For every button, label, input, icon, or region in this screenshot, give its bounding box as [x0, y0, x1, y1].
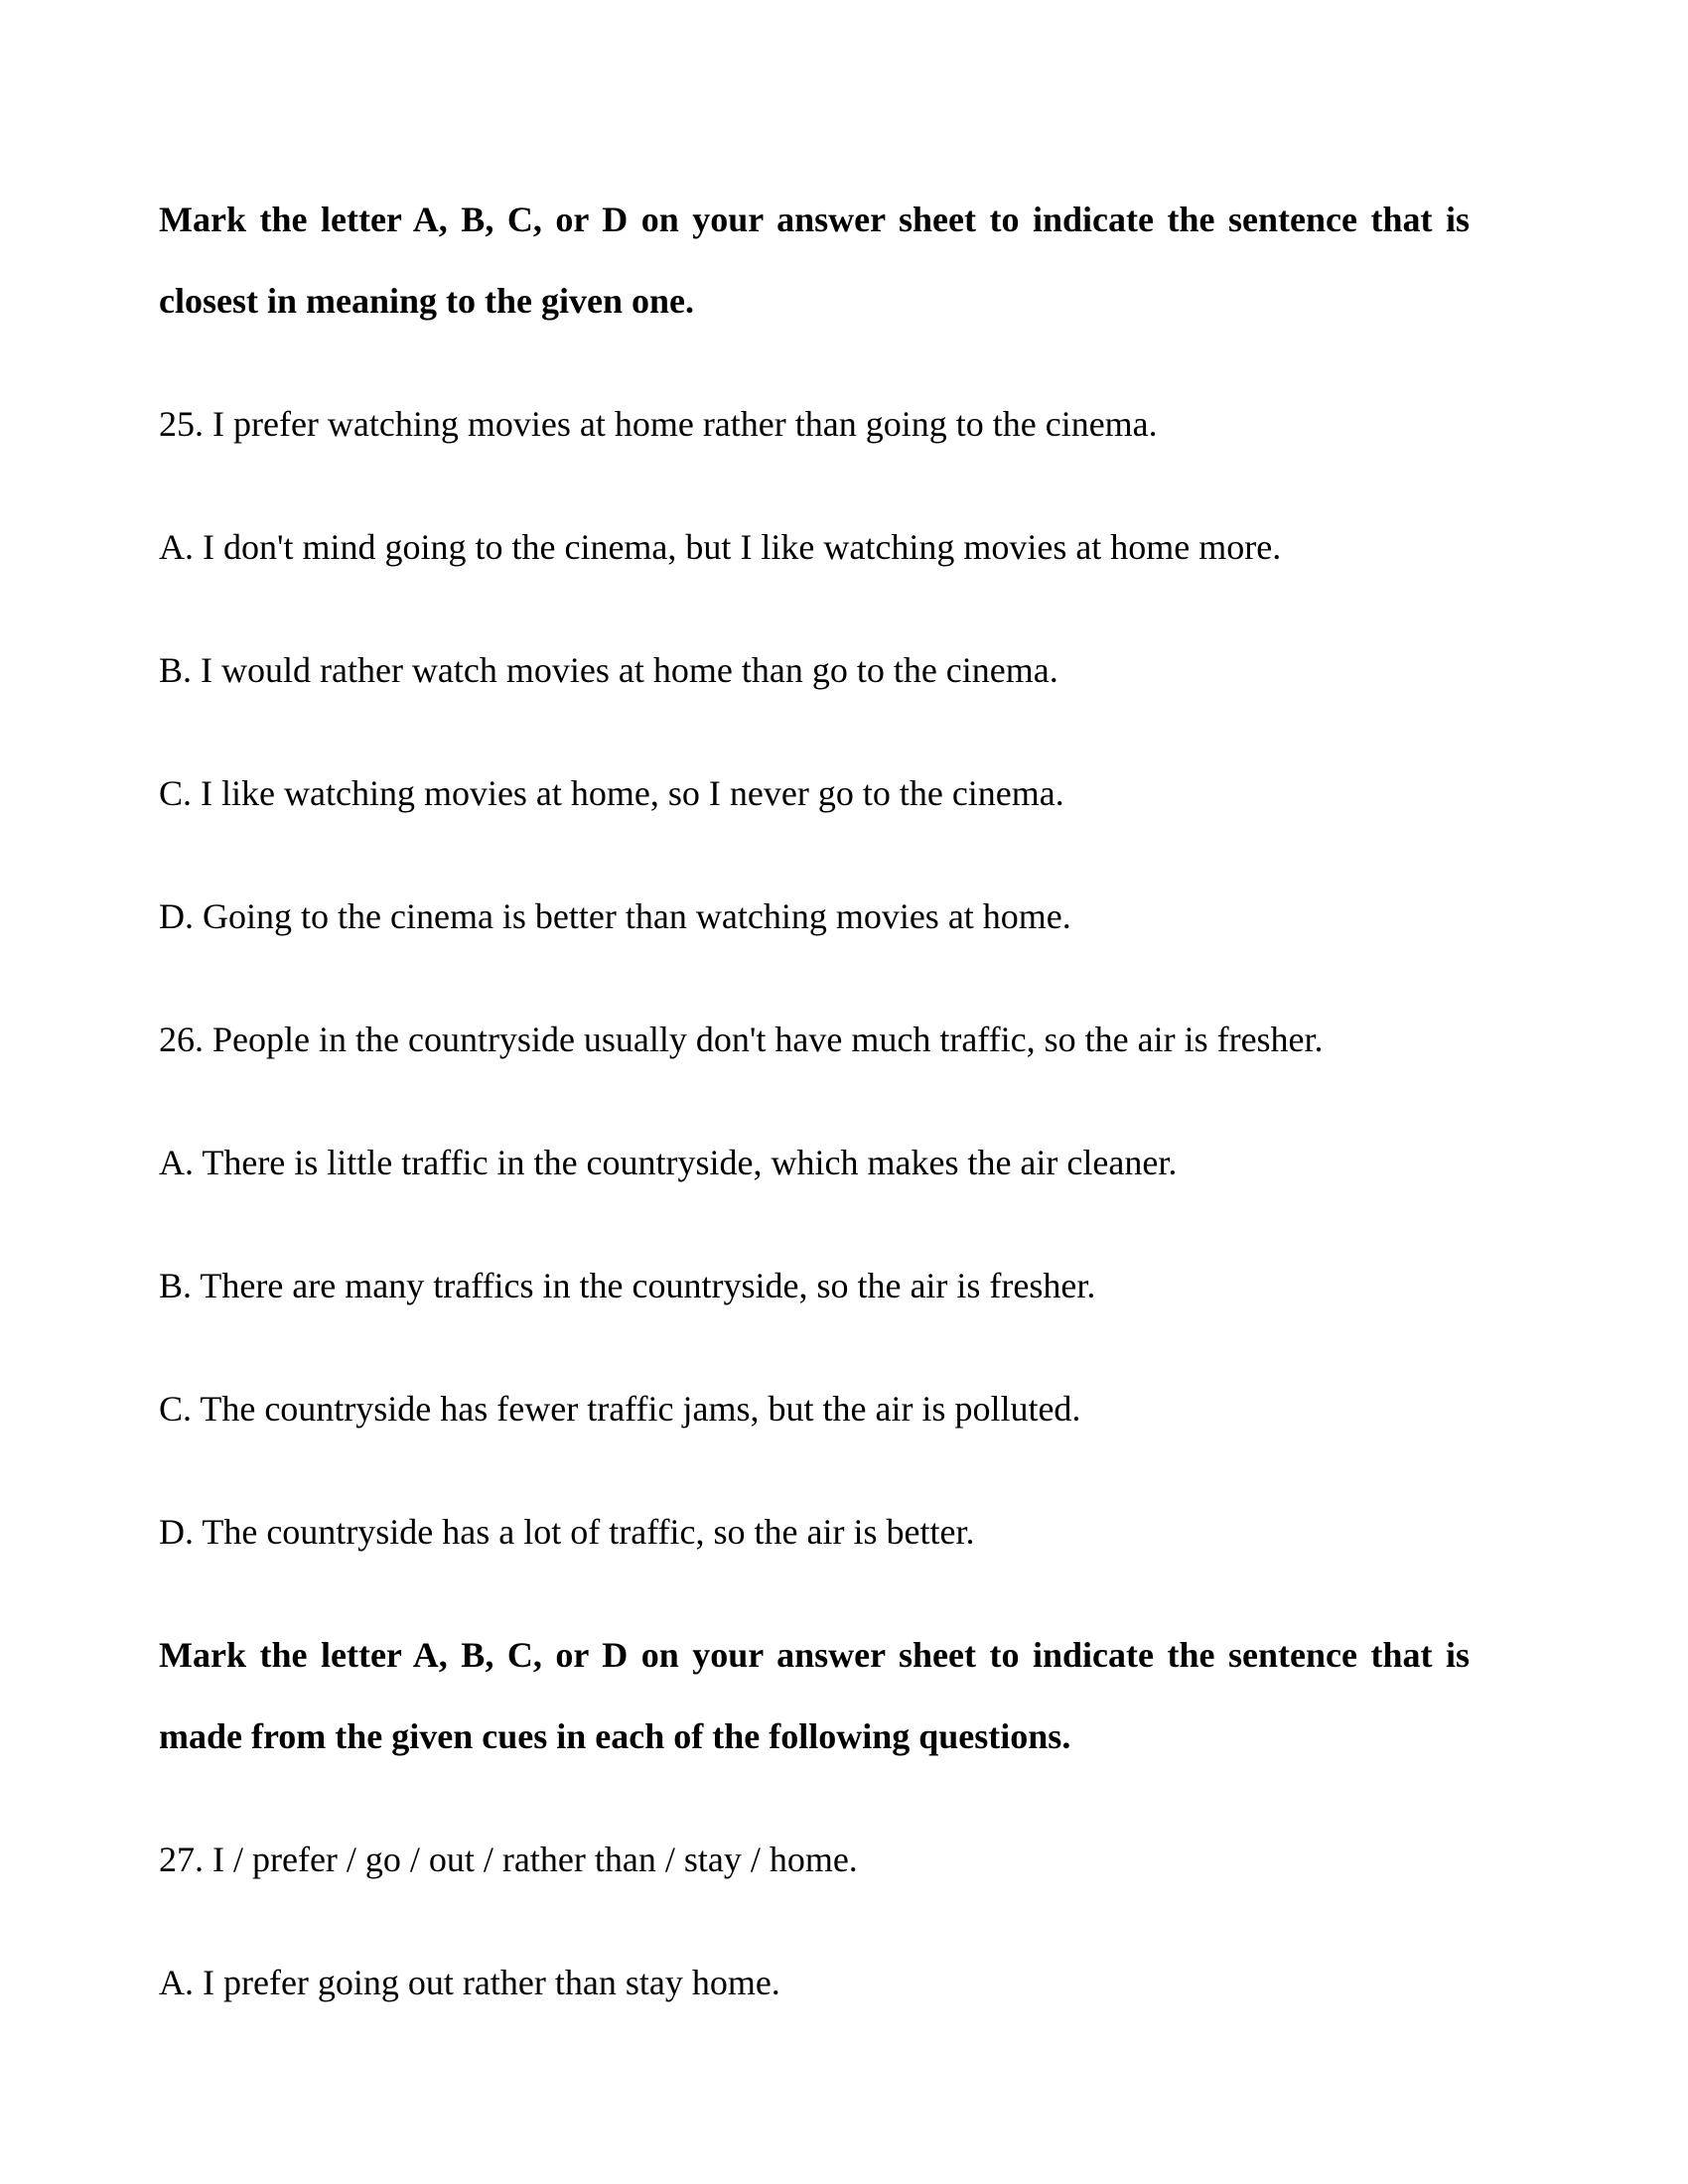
question-26-option-b: B. There are many traffics in the countryside, so the air is fresher.: [159, 1266, 1096, 1305]
question-25-option-c: C. I like watching movies at home, so I never go to the cinema.: [159, 773, 1064, 813]
question-27-option-a: A. I prefer going out rather than stay home.: [159, 1963, 780, 2002]
instruction-given-cues-line-2: made from the given cues in each of the following questions.: [159, 1716, 1071, 1756]
question-25-option-a: A. I don't mind going to the cinema, but I like watching movies at home more.: [159, 527, 1282, 567]
question-26-text: 26. People in the countryside usually don't have much traffic, so the air is fresher.: [159, 1020, 1324, 1059]
question-25-text: 25. I prefer watching movies at home rather than going to the cinema.: [159, 404, 1158, 444]
question-26-option-a: A. There is little traffic in the countryside, which makes the air cleaner.: [159, 1143, 1178, 1182]
instruction-closest-meaning-line-1: Mark the letter A, B, C, or D on your answer sheet to indicate the sentence that is: [159, 200, 1470, 239]
question-25-option-b: B. I would rather watch movies at home than go to the cinema.: [159, 650, 1058, 690]
question-26-option-d: D. The countryside has a lot of traffic, so the air is better.: [159, 1512, 975, 1552]
question-27-text: 27. I / prefer / go / out / rather than / stay / home.: [159, 1840, 858, 1879]
instruction-closest-meaning-line-2: closest in meaning to the given one.: [159, 281, 694, 321]
instruction-given-cues-line-1: Mark the letter A, B, C, or D on your answer sheet to indicate the sentence that is: [159, 1635, 1470, 1675]
question-25-option-d: D. Going to the cinema is better than watching movies at home.: [159, 896, 1071, 936]
question-26-option-c: C. The countryside has fewer traffic jams, but the air is polluted.: [159, 1389, 1081, 1429]
